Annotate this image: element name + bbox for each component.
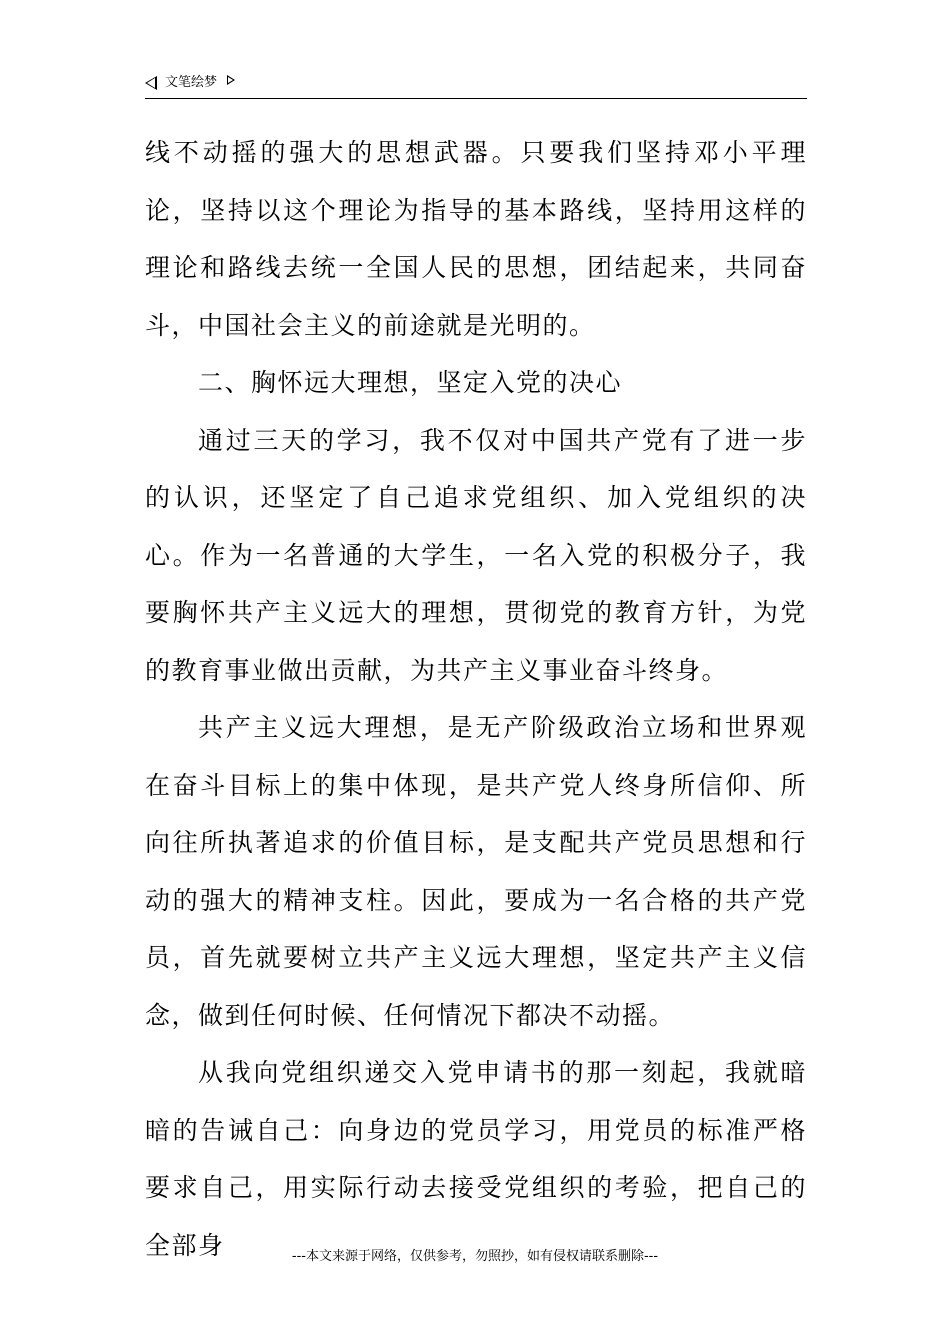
triangle-right-icon (227, 75, 235, 85)
paragraph: 从我向党组织递交入党申请书的那一刻起，我就暗暗的告诫自己：向身边的党员学习，用党员的标准严格要求自己，用实际行动去接受党组织的考验，把自己的全部身 (145, 1058, 807, 1260)
page-header (145, 72, 807, 99)
paragraph: 共产主义远大理想，是无产阶级政治立场和世界观在奋斗目标上的集中体现，是共产党人终身所信仰、所向往所执著追求的价值目标，是支配共产党员思想和行动的强大的精神支柱。因此，要成为一名合格的共产党员，首先就要树立共产主义远大理想，坚定共产主义信念，做到任何时候、任何情况下都决不动摇。 (145, 713, 807, 1030)
triangle-left-icon (145, 76, 157, 90)
header-title: 文笔绘梦 (165, 75, 218, 90)
header-brand (145, 74, 235, 92)
section-heading: 二、胸怀远大理想，坚定入党的决心 (198, 368, 623, 397)
document-body (145, 124, 807, 1274)
footer-notice: ---本文来源于网络，仅供参考，勿照抄，如有侵权请联系删除--- (291, 1249, 659, 1264)
paragraph-continuation: 线不动摇的强大的思想武器。只要我们坚持邓小平理论，坚持以这个理论为指导的基本路线，坚持用这样的理论和路线去统一全国人民的思想，团结起来，共同奋斗，中国社会主义的前途就是光明的。 (145, 138, 807, 340)
paragraph: 通过三天的学习，我不仅对中国共产党有了进一步的认识，还坚定了自己追求党组织、加入党组织的决心。作为一名普通的大学生，一名入党的积极分子，我要胸怀共产主义远大的理想，贯彻党的教育方针，为党的教育事业做出贡献，为共产主义事业奋斗终身。 (145, 425, 807, 685)
